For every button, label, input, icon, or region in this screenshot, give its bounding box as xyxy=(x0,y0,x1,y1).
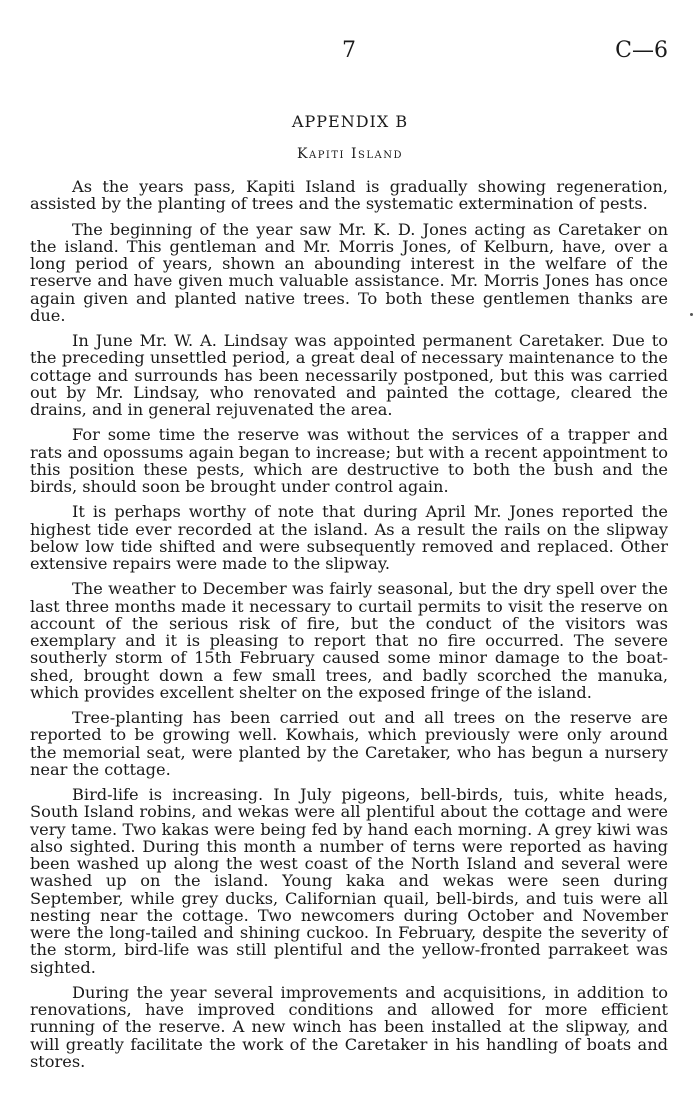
margin-mark xyxy=(690,313,693,316)
paragraph: As the years pass, Kapiti Island is gradually showing regeneration, assisted by the planting of trees and the systematic extermination of pests. xyxy=(30,177,668,214)
paragraph: During the year several improvements and acquisitions, in addition to renovations, have improved conditions and allowed for more efficient running of the reserve. A new winch has been installed at the slipway, and will greatly facilitate the work of the Caretaker in his handling of boats and stores. xyxy=(30,982,668,1071)
paragraph: In June Mr. W. A. Lindsay was appointed permanent Caretaker. Due to the preceding unsettled period, a great deal of necessary maintenance to the cottage and surrounds has been necessarily postponed, but this was carried out by Mr. Lindsay, who renovated and painted the cottage, cleared the drains, and in general rejuvenated the area. xyxy=(30,331,668,419)
section-title: Kapiti Island xyxy=(297,146,403,162)
paragraph: Tree-planting has been carried out and all trees on the reserve are reported to be growing well. Kowhais, which previously were only around the memorial seat, were planted by the Caretaker, who has begun a nursery near the cottage. xyxy=(30,708,668,779)
paragraph: The beginning of the year saw Mr. K. D. Jones acting as Caretaker on the island. This gentleman and Mr. Morris Jones, of Kelburn, have, over a long period of years, shown an abounding interest in the welfare of the reserve and have given much valuable assistance. Mr. Morris Jones has once again given and planted native trees. To both these gentlemen thanks are due. xyxy=(30,219,668,325)
page-number: 7 xyxy=(342,38,356,63)
paragraph: Bird-life is increasing. In July pigeons, bell-birds, tuis, white heads, South Island robins, and wekas were all plentiful about the cottage and were very tame. Two kakas were being fed by hand each morning. A grey kiwi was also sighted. During this month a number of terns were reported as having been washed up along the west coast of the North Island and several were washed up on the island. Young kaka and wekas were seen during September, while grey ducks, Californian quail, bell-birds, and tuis were all nesting near the cottage. Two newcomers during October and November were the long-tailed and shining cuckoo. In February, despite the severity of the storm, bird-life was still plentiful and the yellow-fronted parrakeet was sighted. xyxy=(30,785,668,977)
page-header xyxy=(0,38,700,68)
document-code: C—6 xyxy=(615,38,668,63)
paragraph: For some time the reserve was without the services of a trapper and rats and opossums again began to increase; but with a recent appointment to this position these pests, which are destructive to both the bush and the birds, should soon be brought under control again. xyxy=(30,425,668,496)
paragraph: It is perhaps worthy of note that during April Mr. Jones reported the highest tide ever recorded at the island. As a result the rails on the slipway below low tide shifted and were subsequently removed and replaced. Other extensive repairs were made to the slipway. xyxy=(30,502,668,573)
body-text xyxy=(30,178,668,1078)
paragraph: The weather to December was fairly seasonal, but the dry spell over the last three months made it necessary to curtail permits to visit the reserve on account of the serious risk of fire, but the conduct of the visitors was exemplary and it is pleasing to report that no fire occurred. The severe southerly storm of 15th February caused some minor damage to the boat-shed, brought down a few small trees, and badly scorched the manuka, which provides excellent shelter on the exposed fringe of the island. xyxy=(30,579,668,702)
appendix-title: APPENDIX B xyxy=(291,112,409,131)
